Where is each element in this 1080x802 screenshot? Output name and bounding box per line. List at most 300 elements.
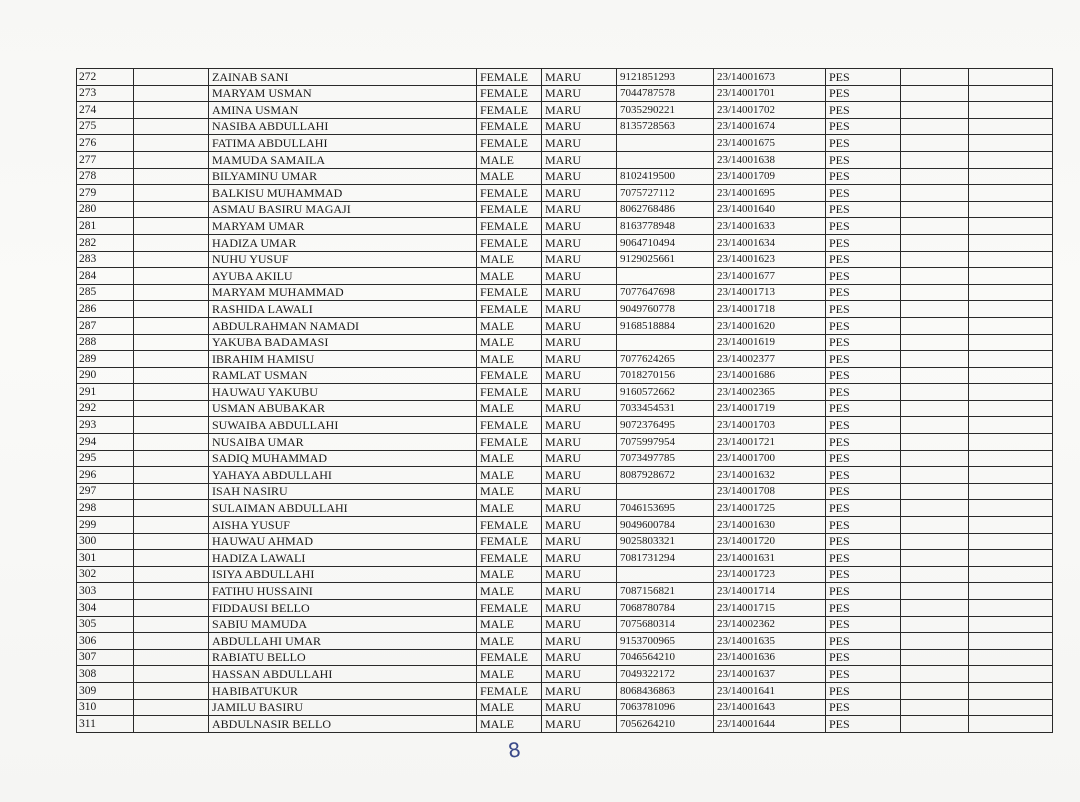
lga: MARU <box>542 69 617 86</box>
blank-cell <box>901 533 969 550</box>
table-row <box>77 234 1053 251</box>
blank-cell <box>969 434 1053 451</box>
blank-cell <box>969 201 1053 218</box>
serial-number: 294 <box>77 434 134 451</box>
programme: PES <box>826 649 901 666</box>
registration-number: 23/14001633 <box>714 218 826 235</box>
registration-number: 23/14001619 <box>714 334 826 351</box>
blank-cell <box>969 649 1053 666</box>
blank-cell <box>969 301 1053 318</box>
full-name: SABIU MAMUDA <box>209 616 477 633</box>
phone-number <box>617 566 714 583</box>
lga: MARU <box>542 168 617 185</box>
blank-cell <box>969 417 1053 434</box>
table-row <box>77 201 1053 218</box>
blank-cell <box>134 69 209 86</box>
programme: PES <box>826 284 901 301</box>
gender: FEMALE <box>477 417 542 434</box>
programme: PES <box>826 334 901 351</box>
registration-number: 23/14001630 <box>714 517 826 534</box>
registration-number: 23/14001719 <box>714 400 826 417</box>
full-name: FIDDAUSI BELLO <box>209 600 477 617</box>
lga: MARU <box>542 334 617 351</box>
gender: FEMALE <box>477 682 542 699</box>
gender: MALE <box>477 151 542 168</box>
full-name: ISIYA ABDULLAHI <box>209 566 477 583</box>
lga: MARU <box>542 483 617 500</box>
lga: MARU <box>542 699 617 716</box>
gender: FEMALE <box>477 69 542 86</box>
gender: FEMALE <box>477 517 542 534</box>
gender: MALE <box>477 168 542 185</box>
blank-cell <box>901 682 969 699</box>
blank-cell <box>134 201 209 218</box>
gender: FEMALE <box>477 201 542 218</box>
blank-cell <box>134 301 209 318</box>
table-row <box>77 284 1053 301</box>
table-row <box>77 367 1053 384</box>
blank-cell <box>901 434 969 451</box>
blank-cell <box>901 284 969 301</box>
programme: PES <box>826 102 901 119</box>
gender: MALE <box>477 583 542 600</box>
blank-cell <box>901 367 969 384</box>
programme: PES <box>826 234 901 251</box>
blank-cell <box>969 351 1053 368</box>
serial-number: 310 <box>77 699 134 716</box>
blank-cell <box>969 699 1053 716</box>
serial-number: 307 <box>77 649 134 666</box>
phone-number <box>617 135 714 152</box>
serial-number: 274 <box>77 102 134 119</box>
full-name: IBRAHIM HAMISU <box>209 351 477 368</box>
blank-cell <box>969 85 1053 102</box>
blank-cell <box>901 649 969 666</box>
programme: PES <box>826 533 901 550</box>
full-name: MARYAM UMAR <box>209 218 477 235</box>
registration-number: 23/14001703 <box>714 417 826 434</box>
phone-number <box>617 151 714 168</box>
full-name: HASSAN ABDULLAHI <box>209 666 477 683</box>
gender: MALE <box>477 616 542 633</box>
serial-number: 296 <box>77 467 134 484</box>
registration-number: 23/14001718 <box>714 301 826 318</box>
phone-number: 7075727112 <box>617 185 714 202</box>
serial-number: 302 <box>77 566 134 583</box>
registration-number: 23/14001700 <box>714 450 826 467</box>
table-row <box>77 384 1053 401</box>
gender: MALE <box>477 317 542 334</box>
full-name: ASMAU BASIRU MAGAJI <box>209 201 477 218</box>
blank-cell <box>969 367 1053 384</box>
lga: MARU <box>542 151 617 168</box>
phone-number: 9153700965 <box>617 633 714 650</box>
lga: MARU <box>542 351 617 368</box>
blank-cell <box>901 151 969 168</box>
programme: PES <box>826 434 901 451</box>
registration-number: 23/14001634 <box>714 234 826 251</box>
lga: MARU <box>542 135 617 152</box>
programme: PES <box>826 268 901 285</box>
full-name: HADIZA LAWALI <box>209 550 477 567</box>
blank-cell <box>134 716 209 733</box>
blank-cell <box>901 600 969 617</box>
gender: FEMALE <box>477 367 542 384</box>
blank-cell <box>901 85 969 102</box>
blank-cell <box>901 135 969 152</box>
blank-cell <box>901 102 969 119</box>
table-row <box>77 682 1053 699</box>
blank-cell <box>134 218 209 235</box>
registration-number: 23/14001715 <box>714 600 826 617</box>
serial-number: 286 <box>77 301 134 318</box>
blank-cell <box>134 384 209 401</box>
blank-cell <box>901 251 969 268</box>
phone-number <box>617 334 714 351</box>
blank-cell <box>969 384 1053 401</box>
lga: MARU <box>542 118 617 135</box>
blank-cell <box>134 351 209 368</box>
blank-cell <box>969 483 1053 500</box>
blank-cell <box>901 716 969 733</box>
phone-number: 7044787578 <box>617 85 714 102</box>
blank-cell <box>134 583 209 600</box>
gender: FEMALE <box>477 301 542 318</box>
full-name: RASHIDA LAWALI <box>209 301 477 318</box>
full-name: MARYAM USMAN <box>209 85 477 102</box>
full-name: AMINA USMAN <box>209 102 477 119</box>
serial-number: 287 <box>77 317 134 334</box>
registration-number: 23/14001641 <box>714 682 826 699</box>
table-row <box>77 517 1053 534</box>
programme: PES <box>826 251 901 268</box>
serial-number: 301 <box>77 550 134 567</box>
gender: FEMALE <box>477 434 542 451</box>
blank-cell <box>969 450 1053 467</box>
serial-number: 284 <box>77 268 134 285</box>
phone-number: 8135728563 <box>617 118 714 135</box>
blank-cell <box>901 417 969 434</box>
full-name: RAMLAT USMAN <box>209 367 477 384</box>
blank-cell <box>134 600 209 617</box>
full-name: ABDULNASIR BELLO <box>209 716 477 733</box>
table-row <box>77 118 1053 135</box>
registration-number: 23/14001637 <box>714 666 826 683</box>
table-row <box>77 666 1053 683</box>
programme: PES <box>826 633 901 650</box>
full-name: MARYAM MUHAMMAD <box>209 284 477 301</box>
programme: PES <box>826 367 901 384</box>
table-row <box>77 467 1053 484</box>
blank-cell <box>134 185 209 202</box>
phone-number <box>617 268 714 285</box>
blank-cell <box>134 118 209 135</box>
programme: PES <box>826 699 901 716</box>
table-row <box>77 218 1053 235</box>
phone-number: 9168518884 <box>617 317 714 334</box>
registration-number: 23/14001723 <box>714 566 826 583</box>
full-name: HADIZA UMAR <box>209 234 477 251</box>
gender: MALE <box>477 699 542 716</box>
blank-cell <box>969 151 1053 168</box>
gender: MALE <box>477 351 542 368</box>
phone-number: 7018270156 <box>617 367 714 384</box>
serial-number: 288 <box>77 334 134 351</box>
blank-cell <box>134 234 209 251</box>
programme: PES <box>826 716 901 733</box>
blank-cell <box>134 284 209 301</box>
registration-number: 23/14001708 <box>714 483 826 500</box>
gender: FEMALE <box>477 185 542 202</box>
lga: MARU <box>542 600 617 617</box>
gender: MALE <box>477 716 542 733</box>
full-name: SADIQ MUHAMMAD <box>209 450 477 467</box>
table-row <box>77 135 1053 152</box>
lga: MARU <box>542 301 617 318</box>
lga: MARU <box>542 102 617 119</box>
phone-number: 7049322172 <box>617 666 714 683</box>
table-row <box>77 633 1053 650</box>
blank-cell <box>134 268 209 285</box>
blank-cell <box>134 317 209 334</box>
table-row <box>77 533 1053 550</box>
gender: MALE <box>477 268 542 285</box>
blank-cell <box>134 649 209 666</box>
phone-number: 7046153695 <box>617 500 714 517</box>
full-name: SUWAIBA ABDULLAHI <box>209 417 477 434</box>
programme: PES <box>826 500 901 517</box>
blank-cell <box>134 566 209 583</box>
lga: MARU <box>542 417 617 434</box>
phone-number: 9049600784 <box>617 517 714 534</box>
programme: PES <box>826 317 901 334</box>
blank-cell <box>969 251 1053 268</box>
programme: PES <box>826 351 901 368</box>
full-name: AISHA YUSUF <box>209 517 477 534</box>
table-row <box>77 600 1053 617</box>
serial-number: 293 <box>77 417 134 434</box>
table-row <box>77 583 1053 600</box>
table-row <box>77 566 1053 583</box>
lga: MARU <box>542 716 617 733</box>
full-name: HAUWAU AHMAD <box>209 533 477 550</box>
phone-number: 9121851293 <box>617 69 714 86</box>
serial-number: 275 <box>77 118 134 135</box>
lga: MARU <box>542 284 617 301</box>
blank-cell <box>901 234 969 251</box>
full-name: FATIMA ABDULLAHI <box>209 135 477 152</box>
full-name: NASIBA ABDULLAHI <box>209 118 477 135</box>
blank-cell <box>969 533 1053 550</box>
programme: PES <box>826 517 901 534</box>
phone-number: 8087928672 <box>617 467 714 484</box>
serial-number: 291 <box>77 384 134 401</box>
serial-number: 282 <box>77 234 134 251</box>
full-name: JAMILU BASIRU <box>209 699 477 716</box>
full-name: ZAINAB SANI <box>209 69 477 86</box>
serial-number: 280 <box>77 201 134 218</box>
full-name: RABIATU BELLO <box>209 649 477 666</box>
table-row <box>77 268 1053 285</box>
blank-cell <box>901 301 969 318</box>
gender: FEMALE <box>477 218 542 235</box>
serial-number: 306 <box>77 633 134 650</box>
blank-cell <box>901 400 969 417</box>
phone-number <box>617 483 714 500</box>
table-row <box>77 351 1053 368</box>
registration-number: 23/14001623 <box>714 251 826 268</box>
gender: FEMALE <box>477 533 542 550</box>
gender: MALE <box>477 500 542 517</box>
full-name: YAKUBA BADAMASI <box>209 334 477 351</box>
programme: PES <box>826 135 901 152</box>
blank-cell <box>134 85 209 102</box>
programme: PES <box>826 69 901 86</box>
phone-number: 9025803321 <box>617 533 714 550</box>
blank-cell <box>901 699 969 716</box>
lga: MARU <box>542 566 617 583</box>
registration-number: 23/14001673 <box>714 69 826 86</box>
lga: MARU <box>542 201 617 218</box>
registration-number: 23/14001620 <box>714 317 826 334</box>
programme: PES <box>826 600 901 617</box>
blank-cell <box>901 633 969 650</box>
blank-cell <box>134 483 209 500</box>
phone-number: 7081731294 <box>617 550 714 567</box>
programme: PES <box>826 218 901 235</box>
lga: MARU <box>542 500 617 517</box>
serial-number: 311 <box>77 716 134 733</box>
phone-number: 7075680314 <box>617 616 714 633</box>
phone-number: 7033454531 <box>617 400 714 417</box>
registration-number: 23/14001638 <box>714 151 826 168</box>
programme: PES <box>826 483 901 500</box>
table-row <box>77 649 1053 666</box>
full-name: ABDULLAHI UMAR <box>209 633 477 650</box>
blank-cell <box>969 69 1053 86</box>
registration-number: 23/14001632 <box>714 467 826 484</box>
blank-cell <box>969 185 1053 202</box>
blank-cell <box>969 682 1053 699</box>
serial-number: 300 <box>77 533 134 550</box>
blank-cell <box>134 616 209 633</box>
gender: FEMALE <box>477 550 542 567</box>
blank-cell <box>969 218 1053 235</box>
phone-number: 7087156821 <box>617 583 714 600</box>
registration-number: 23/14001713 <box>714 284 826 301</box>
blank-cell <box>901 550 969 567</box>
table-row <box>77 334 1053 351</box>
gender: FEMALE <box>477 102 542 119</box>
lga: MARU <box>542 268 617 285</box>
blank-cell <box>134 400 209 417</box>
gender: MALE <box>477 633 542 650</box>
registration-number: 23/14001686 <box>714 367 826 384</box>
phone-number: 7056264210 <box>617 716 714 733</box>
programme: PES <box>826 450 901 467</box>
registration-number: 23/14001636 <box>714 649 826 666</box>
full-name: USMAN ABUBAKAR <box>209 400 477 417</box>
lga: MARU <box>542 682 617 699</box>
registration-number: 23/14001701 <box>714 85 826 102</box>
registration-number: 23/14001631 <box>714 550 826 567</box>
blank-cell <box>134 417 209 434</box>
table-row <box>77 251 1053 268</box>
lga: MARU <box>542 517 617 534</box>
blank-cell <box>134 334 209 351</box>
blank-cell <box>901 517 969 534</box>
table-row <box>77 716 1053 733</box>
table-row <box>77 85 1053 102</box>
phone-number: 8102419500 <box>617 168 714 185</box>
blank-cell <box>134 467 209 484</box>
blank-cell <box>901 500 969 517</box>
blank-cell <box>901 616 969 633</box>
blank-cell <box>901 168 969 185</box>
gender: FEMALE <box>477 600 542 617</box>
serial-number: 283 <box>77 251 134 268</box>
registration-number: 23/14002377 <box>714 351 826 368</box>
table-row <box>77 500 1053 517</box>
phone-number: 7077624265 <box>617 351 714 368</box>
programme: PES <box>826 301 901 318</box>
handwritten-page-number: 8 <box>506 737 523 763</box>
phone-number: 7063781096 <box>617 699 714 716</box>
registration-number: 23/14001695 <box>714 185 826 202</box>
registration-number: 23/14001721 <box>714 434 826 451</box>
serial-number: 298 <box>77 500 134 517</box>
phone-number: 9129025661 <box>617 251 714 268</box>
blank-cell <box>134 251 209 268</box>
programme: PES <box>826 384 901 401</box>
phone-number: 9160572662 <box>617 384 714 401</box>
blank-cell <box>969 616 1053 633</box>
blank-cell <box>969 400 1053 417</box>
serial-number: 305 <box>77 616 134 633</box>
full-name: ISAH NASIRU <box>209 483 477 500</box>
serial-number: 276 <box>77 135 134 152</box>
registration-number: 23/14001640 <box>714 201 826 218</box>
table-row <box>77 168 1053 185</box>
blank-cell <box>969 600 1053 617</box>
serial-number: 292 <box>77 400 134 417</box>
table-row <box>77 400 1053 417</box>
full-name: AYUBA AKILU <box>209 268 477 285</box>
blank-cell <box>134 367 209 384</box>
blank-cell <box>969 284 1053 301</box>
blank-cell <box>134 434 209 451</box>
blank-cell <box>134 151 209 168</box>
programme: PES <box>826 566 901 583</box>
table-row <box>77 69 1053 86</box>
blank-cell <box>969 517 1053 534</box>
registration-number: 23/14002365 <box>714 384 826 401</box>
gender: FEMALE <box>477 234 542 251</box>
blank-cell <box>969 234 1053 251</box>
phone-number: 7068780784 <box>617 600 714 617</box>
programme: PES <box>826 185 901 202</box>
blank-cell <box>969 102 1053 119</box>
blank-cell <box>969 583 1053 600</box>
programme: PES <box>826 550 901 567</box>
lga: MARU <box>542 218 617 235</box>
blank-cell <box>901 201 969 218</box>
gender: MALE <box>477 334 542 351</box>
full-name: ABDULRAHMAN NAMADI <box>209 317 477 334</box>
blank-cell <box>134 517 209 534</box>
programme: PES <box>826 616 901 633</box>
blank-cell <box>134 633 209 650</box>
